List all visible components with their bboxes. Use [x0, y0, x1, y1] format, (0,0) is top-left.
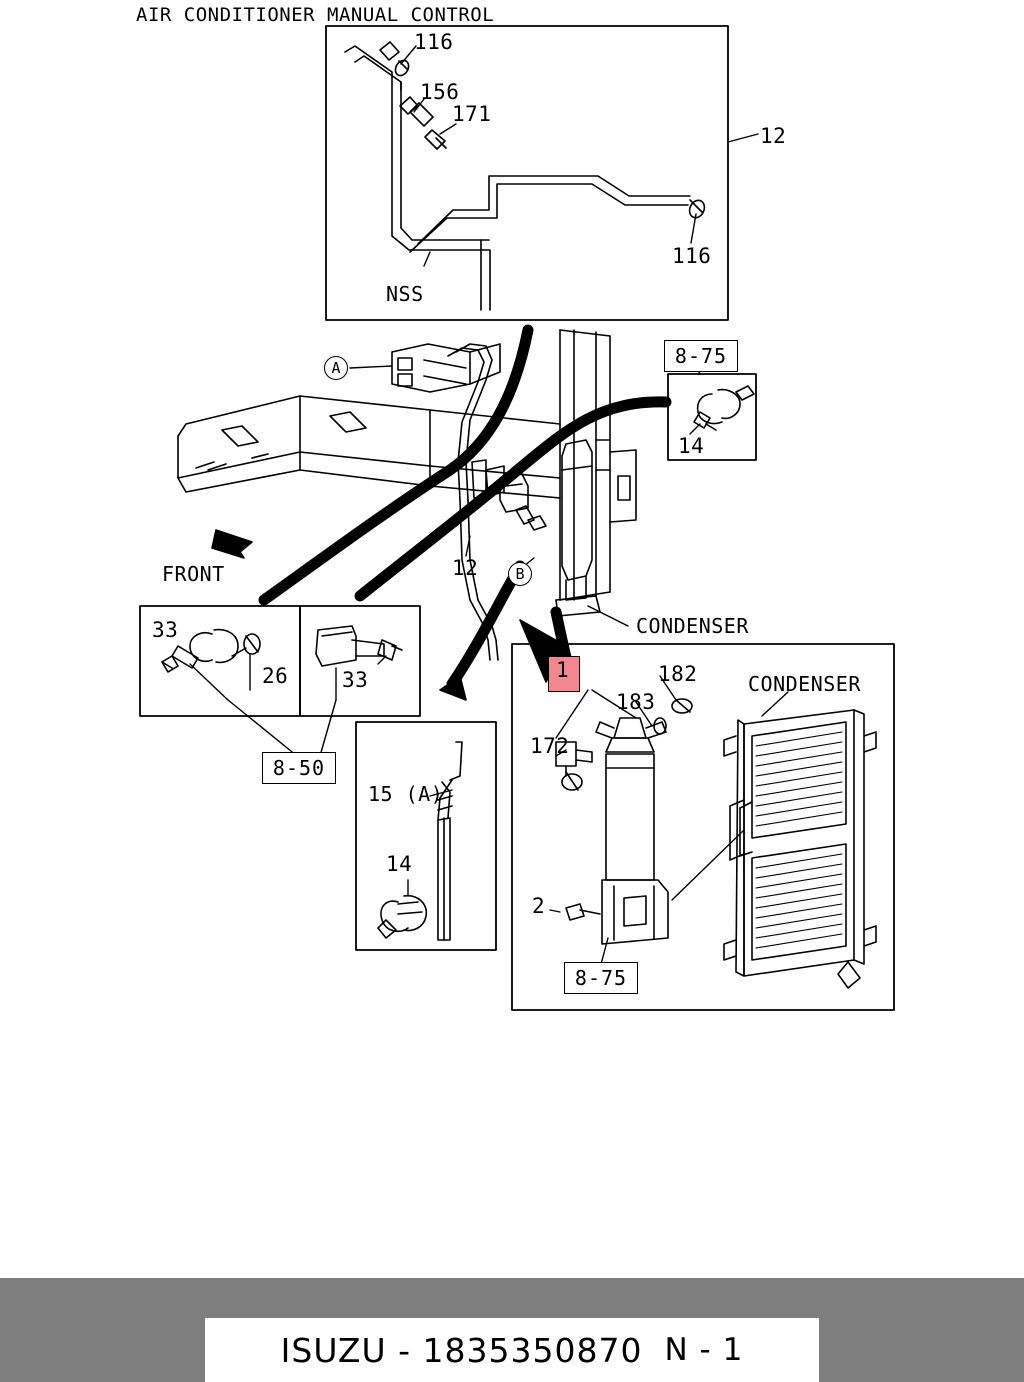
footer-page-number: N - 1	[664, 1332, 744, 1368]
callout-14-clamp: 14	[678, 434, 705, 458]
ref-8-75-condenser[interactable]: 8-75	[564, 962, 638, 994]
marker-a: A	[324, 356, 348, 380]
footer-label-plate	[205, 1318, 819, 1382]
callout-14-dipstick: 14	[386, 852, 413, 876]
callout-183: 183	[616, 690, 656, 714]
callout-172: 172	[530, 734, 570, 758]
ref-8-50[interactable]: 8-50	[262, 752, 336, 784]
footer-part-number: ISUZU - 1835350870	[280, 1330, 643, 1370]
callout-116-lower: 116	[672, 244, 712, 268]
callout-182: 182	[658, 662, 698, 686]
callout-12-inset: 12	[760, 124, 787, 148]
label-condenser-main: CONDENSER	[636, 614, 749, 638]
callout-116-upper: 116	[414, 30, 454, 54]
ref-8-75-clamp[interactable]: 8-75	[664, 340, 738, 372]
callout-33-right: 33	[342, 668, 369, 692]
callout-171: 171	[452, 102, 492, 126]
label-15a: 15 (A)	[368, 782, 444, 806]
callout-26: 26	[262, 664, 289, 688]
callout-156: 156	[420, 80, 460, 104]
label-condenser-inset: CONDENSER	[748, 672, 861, 696]
note-nss: NSS	[386, 282, 424, 306]
page-title: AIR CONDITIONER MANUAL CONTROL	[136, 4, 495, 26]
callout-33-left: 33	[152, 618, 179, 642]
callout-12-main: 12	[452, 556, 479, 580]
marker-b: B	[508, 562, 532, 586]
callout-1: 1	[556, 658, 570, 682]
callout-2: 2	[532, 894, 546, 918]
direction-front: FRONT	[162, 562, 225, 586]
